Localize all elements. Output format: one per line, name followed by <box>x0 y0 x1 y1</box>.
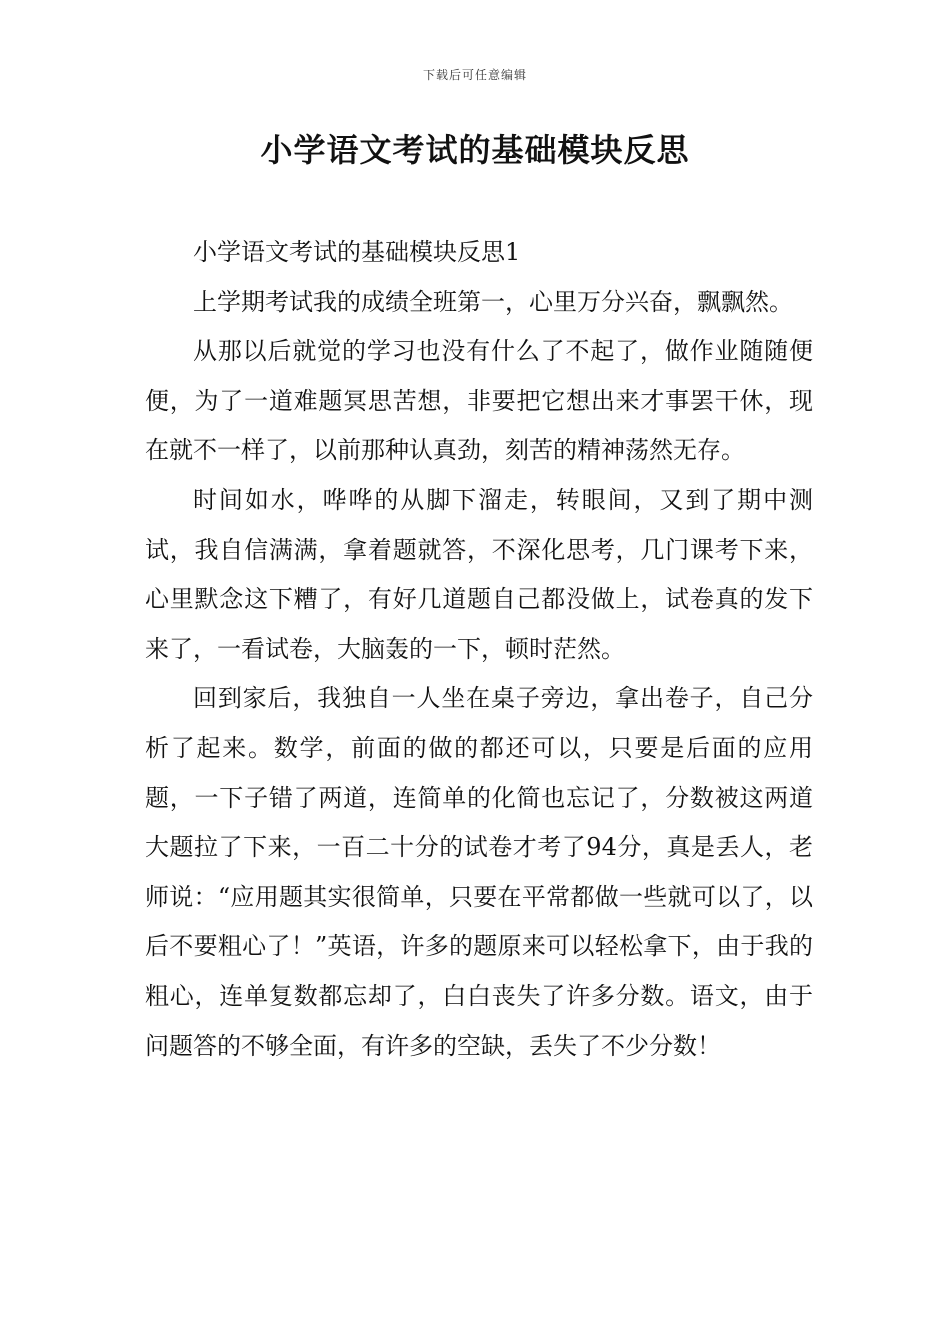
section-heading: 小学语文考试的基础模块反思1 <box>193 238 521 266</box>
paragraph: 从那以后就觉的学习也没有什么了不起了，做作业随随便便，为了一道难题冥思苦想，非要把它想出来才事罢干休，现在就不一样了，以前那种认真劲，刻苦的精神荡然无存。 <box>145 337 813 465</box>
document-body <box>145 228 813 1071</box>
paragraph: 上学期考试我的成绩全班第一，心里万分兴奋，飘飘然。 <box>193 287 793 316</box>
header-note: 下载后可任意编辑 <box>422 68 527 82</box>
paragraph: 回到家后，我独自一人坐在桌子旁边，拿出卷子，自己分析了起来。数学，前面的做的都还可以，只要是后面的应用题，一下子错了两道，连简单的化简也忘记了，分数被这两道大题拉了下来，一百二十分的试卷才考了94分，真是丢人，老师说：“应用题其实很简单，只要在平常都做一些就可以了，以后不要粗心了！”英语，许多的题原来可以轻松拿下，由于我的粗心，连单复数都忘却了，白白丧失了许多分数。语文，由于问题答的不够全面，有许多的空缺，丢失了不少分数！ <box>145 684 813 1060</box>
document-title: 小学语文考试的基础模块反思 <box>260 131 690 169</box>
paragraph: 时间如水，哗哗的从脚下溜走，转眼间，又到了期中测试，我自信满满，拿着题就答，不深化思考，几门课考下来，心里默念这下糟了，有好几道题自己都没做上，试卷真的发下来了，一看试卷，大脑轰的一下，顿时茫然。 <box>145 485 813 663</box>
